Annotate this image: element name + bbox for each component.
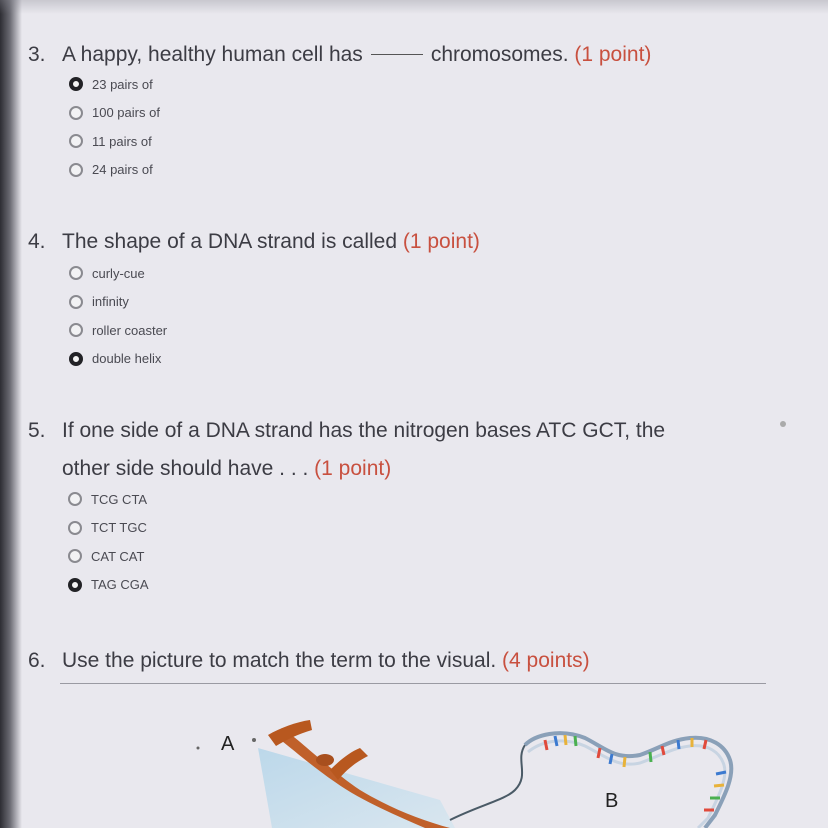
option-label: TCT TGC [91,520,147,536]
option-label: TAG CGA [91,577,149,593]
radio-selected-icon[interactable] [69,77,83,91]
options-list [28,485,808,599]
option-label: double helix [92,351,162,367]
question-4-text [28,225,808,259]
radio-icon[interactable] [68,521,82,535]
question-6 [28,644,808,678]
top-shadow [0,0,828,14]
radio-selected-icon[interactable] [69,352,83,366]
question-5-text-line2 [28,452,808,486]
marker-dot [252,738,256,742]
question-3-text-after: chromosomes. [430,43,569,66]
section-divider [60,683,766,684]
fill-in-blank [371,54,423,55]
radio-icon[interactable] [69,106,83,120]
question-6-text [28,644,808,678]
radio-icon[interactable] [69,163,83,177]
dna-strand-thread [450,745,525,820]
radio-icon[interactable] [69,134,83,148]
option-24-pairs[interactable] [69,156,808,185]
option-label: 23 pairs of [92,76,153,92]
radio-icon[interactable] [69,295,83,309]
dna-double-helix-icon [525,733,731,828]
option-tct-tgc[interactable] [68,514,808,543]
stray-dot [780,421,786,427]
radio-selected-icon[interactable] [68,578,82,592]
option-label: 24 pairs of [92,162,153,178]
question-4-prompt: The shape of a DNA strand is called [62,230,398,253]
option-label: CAT CAT [91,548,145,564]
option-100-pairs[interactable] [69,99,808,128]
option-label: TCG CTA [91,491,148,507]
question-points: (4 points) [502,649,590,672]
figure-label-b: B [605,790,619,812]
question-5 [28,414,808,599]
option-23-pairs[interactable] [69,70,808,99]
figure-label-a: A [221,733,235,755]
option-label: infinity [92,294,129,310]
question-3-text-before: A happy, healthy human cell has [62,43,363,66]
question-points: (1 point) [402,230,480,253]
options-list [28,70,808,184]
option-roller-coaster[interactable] [69,316,808,345]
question-3 [28,38,808,184]
radio-icon[interactable] [69,266,83,280]
option-label: 100 pairs of [92,105,160,121]
question-5-text-line1 [28,414,808,448]
option-label: roller coaster [92,322,168,338]
option-tcg-cta[interactable] [68,485,808,514]
radio-icon[interactable] [68,492,82,506]
option-infinity[interactable] [69,288,808,317]
question-number: 3. [28,43,46,66]
question-number: 5. [28,419,46,442]
option-tag-cga[interactable] [68,571,808,600]
question-6-prompt: Use the picture to match the term to the visual. [62,649,497,672]
marker-dot [197,747,200,750]
option-11-pairs[interactable] [69,127,808,156]
question-number: 6. [28,649,46,672]
option-curly-cue[interactable] [69,259,808,288]
question-number: 4. [28,230,46,253]
question-5-prompt-line1: If one side of a DNA strand has the nitrogen bases ATC GCT, the [62,419,666,442]
options-list [28,259,808,373]
radio-icon[interactable] [68,549,82,563]
option-cat-cat[interactable] [68,542,808,571]
option-label: curly-cue [92,265,145,281]
option-double-helix[interactable] [69,345,808,374]
question-3-text [28,38,808,72]
question-4 [28,225,808,373]
option-label: 11 pairs of [92,133,152,149]
question-5-prompt-line2: other side should have . . . [62,457,309,480]
chromosome-dna-figure [0,690,828,828]
question-points: (1 point) [574,43,652,66]
question-points: (1 point) [314,457,392,480]
radio-icon[interactable] [69,323,83,337]
